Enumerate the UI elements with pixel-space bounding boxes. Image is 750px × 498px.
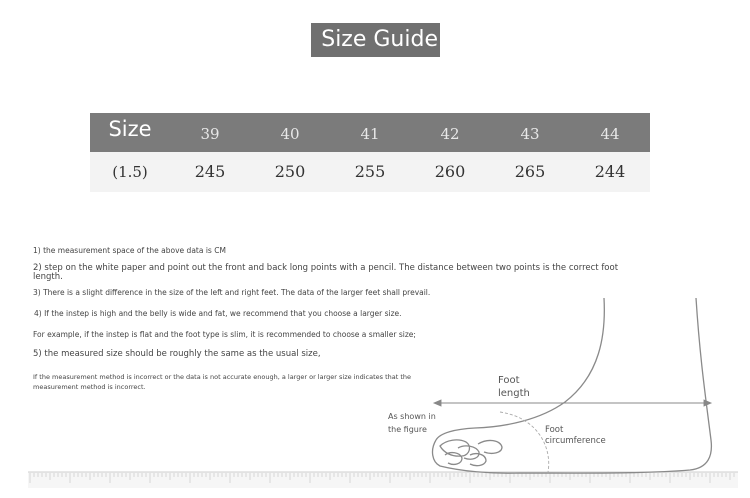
- toe-5: [478, 440, 502, 453]
- length-cell-5: 265: [514, 162, 546, 181]
- ruler: [28, 472, 738, 488]
- length-cell-4: 260: [434, 162, 466, 181]
- length-row-label: (1.5): [112, 163, 148, 181]
- foot-circumference-label: [545, 425, 625, 447]
- size-cell-43: 43: [520, 125, 540, 143]
- note-2: 2) step on the white paper and point out the front and back long points with a pencil. The distance between two points is the correct foot length.: [33, 263, 619, 282]
- foot-top-line: [436, 298, 604, 440]
- length-cell-1: 245: [194, 162, 226, 181]
- note-1: 1) the measurement space of the above data is CM: [33, 246, 226, 255]
- length-cell-3: 255: [354, 162, 386, 181]
- foot-circumference-label-line1: Foot: [545, 425, 564, 435]
- ruler-body: [28, 472, 738, 488]
- note-4: 4) If the instep is high and the belly is wide and fat, we recommend that you choose a larger size.: [34, 309, 402, 318]
- title-text: Size Guide: [321, 27, 438, 52]
- size-cell-42: 42: [440, 125, 460, 143]
- foot-circumference-label-line2: circumference: [545, 436, 606, 446]
- as-shown-label-line2: the figure: [388, 425, 427, 434]
- note-3: 3) There is a slight difference in the size of the left and right feet. The data of the larger feet shall prevail.: [33, 288, 431, 297]
- note-5: For example, if the instep is flat and the foot type is slim, it is recommended to choose a smaller size;: [33, 330, 416, 339]
- size-cell-41: 41: [360, 125, 380, 143]
- foot-length-label: [498, 374, 558, 400]
- arrowhead-right: [704, 400, 711, 406]
- as-shown-label-line1: As shown in: [388, 412, 436, 421]
- size-cell-40: 40: [280, 125, 300, 143]
- foot-length-arrow: [434, 400, 711, 406]
- size-cell-39: 39: [200, 125, 220, 143]
- toe-1: [440, 440, 469, 456]
- length-cell-6: 244: [594, 162, 626, 181]
- as-shown-label: [388, 410, 448, 436]
- length-cell-2: 250: [274, 162, 306, 181]
- note-6: 5) the measured size should be roughly the same as the usual size,: [33, 349, 321, 359]
- foot-length-label-line2: length: [498, 388, 530, 399]
- size-header-label: Size: [108, 117, 152, 141]
- foot-length-label-line1: Foot: [498, 375, 520, 386]
- note-7: If the measurement method is incorrect or the data is not accurate enough, a larger or larger size indicates that the measurement method is incorrect.: [33, 373, 412, 391]
- arrowhead-left: [434, 400, 441, 406]
- size-cell-44: 44: [600, 125, 620, 143]
